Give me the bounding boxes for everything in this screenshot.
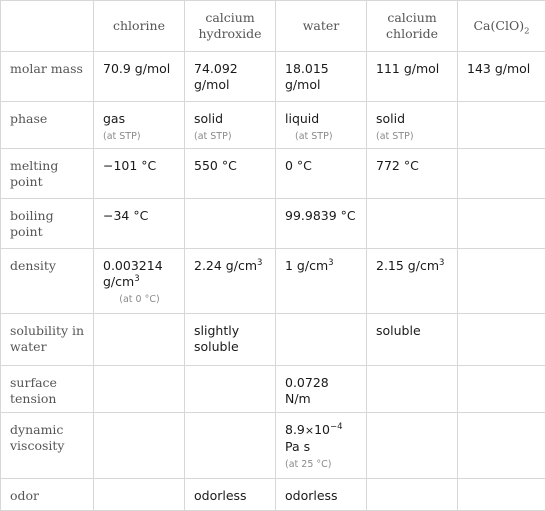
odor-chlorine: [94, 479, 185, 511]
viscosity-calcium-hypochlorite: [458, 413, 545, 479]
boiling-point-calcium-hydroxide: [185, 199, 276, 249]
molar-mass-calcium-chloride: 111 g/mol: [367, 52, 458, 102]
phase-note: (at STP): [194, 131, 232, 142]
surface-tension-chlorine: [94, 366, 185, 413]
density-calcium-hydroxide: 2.24 $g/cm^3$: [185, 249, 276, 314]
phase-water: liquid (at STP): [276, 102, 367, 149]
molar-mass-calcium-hypochlorite: 143 g/mol: [458, 52, 545, 102]
row-boiling-point: [1, 199, 545, 249]
header-calcium-hydroxide: calcium hydroxide: [185, 1, 276, 52]
phase-note: (at STP): [103, 131, 141, 142]
viscosity-note: (at 25 °C): [285, 459, 332, 470]
row-phase: [1, 102, 545, 149]
melting-point-chlorine: −101 °C: [94, 149, 185, 199]
melting-point-calcium-hypochlorite: [458, 149, 545, 199]
header-row: [1, 1, 545, 52]
density-calcium-hypochlorite: [458, 249, 545, 314]
label-molar-mass: molar mass: [1, 52, 94, 102]
header-chlorine: chlorine: [94, 1, 185, 52]
boiling-point-water: 99.9839 °C: [276, 199, 367, 249]
melting-point-water: 0 °C: [276, 149, 367, 199]
row-odor: [1, 479, 545, 511]
odor-calcium-hypochlorite: [458, 479, 545, 511]
boiling-point-calcium-hypochlorite: [458, 199, 545, 249]
odor-water: odorless: [276, 479, 367, 511]
phase-calcium-chloride: solid (at STP): [367, 102, 458, 149]
density-water: 1 $g/cm^3$: [276, 249, 367, 314]
melting-point-calcium-hydroxide: 550 °C: [185, 149, 276, 199]
header-corner: [1, 1, 94, 52]
solubility-calcium-chloride: soluble: [367, 314, 458, 366]
label-surface-tension: surface tension: [1, 366, 94, 413]
molar-mass-chlorine: 70.9 g/mol: [94, 52, 185, 102]
row-molar-mass: [1, 52, 545, 102]
label-odor: odor: [1, 479, 94, 511]
solubility-chlorine: [94, 314, 185, 366]
density-note: (at 0 °C): [119, 294, 160, 305]
row-surface-tension: [1, 366, 545, 413]
boiling-point-calcium-chloride: [367, 199, 458, 249]
label-melting-point: melting point: [1, 149, 94, 199]
row-solubility: [1, 314, 545, 366]
phase-chlorine: gas (at STP): [94, 102, 185, 149]
density-chlorine: 0.003214 $g/cm^3$ (at 0 °C): [94, 249, 185, 314]
phase-calcium-hydroxide: solid (at STP): [185, 102, 276, 149]
surface-tension-water: 0.0728 N/m: [276, 366, 367, 413]
viscosity-calcium-chloride: [367, 413, 458, 479]
row-melting-point: [1, 149, 545, 199]
molar-mass-water: 18.015 g/mol: [276, 52, 367, 102]
density-calcium-chloride: 2.15 $g/cm^3$: [367, 249, 458, 314]
solubility-water: [276, 314, 367, 366]
phase-note: (at STP): [376, 131, 414, 142]
label-dynamic-viscosity: dynamic viscosity: [1, 413, 94, 479]
row-density: [1, 249, 545, 314]
melting-point-calcium-chloride: 772 °C: [367, 149, 458, 199]
solubility-calcium-hypochlorite: [458, 314, 545, 366]
phase-calcium-hypochlorite: [458, 102, 545, 149]
label-density: density: [1, 249, 94, 314]
header-water: water: [276, 1, 367, 52]
solubility-calcium-hydroxide: slightly soluble: [185, 314, 276, 366]
viscosity-calcium-hydroxide: [185, 413, 276, 479]
viscosity-chlorine: [94, 413, 185, 479]
molar-mass-calcium-hydroxide: 74.092 g/mol: [185, 52, 276, 102]
surface-tension-calcium-chloride: [367, 366, 458, 413]
row-dynamic-viscosity: [1, 413, 545, 479]
odor-calcium-hydroxide: odorless: [185, 479, 276, 511]
phase-note: (at STP): [295, 131, 333, 142]
viscosity-water: $8.9\times 10^{-4}$ Pa s (at 25 °C): [276, 413, 367, 479]
odor-calcium-chloride: [367, 479, 458, 511]
header-calcium-chloride: calcium chloride: [367, 1, 458, 52]
surface-tension-calcium-hydroxide: [185, 366, 276, 413]
surface-tension-calcium-hypochlorite: [458, 366, 545, 413]
header-calcium-hypochlorite: $Ca(ClO)_2$: [458, 1, 545, 52]
label-phase: phase: [1, 102, 94, 149]
label-solubility: solubility in water: [1, 314, 94, 366]
label-boiling-point: boiling point: [1, 199, 94, 249]
boiling-point-chlorine: −34 °C: [94, 199, 185, 249]
